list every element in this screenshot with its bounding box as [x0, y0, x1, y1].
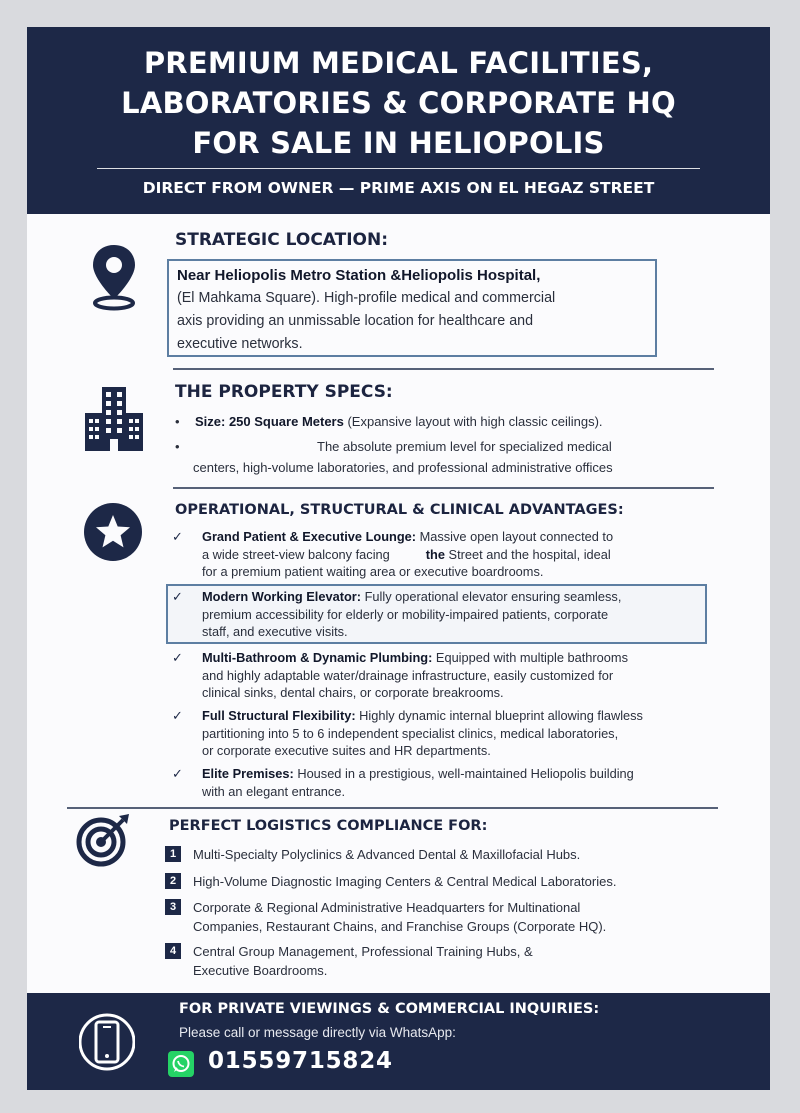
title-line-2: LABORATORIES & CORPORATE HQ	[121, 86, 676, 120]
number-badge: 2	[165, 873, 181, 889]
number-badge: 3	[165, 899, 181, 915]
title-line-1: PREMIUM MEDICAL FACILITIES,	[143, 46, 654, 80]
logistics-item-1: 1 Multi-Specialty Polyclinics & Advanced Dental & Maxillofacial Hubs.	[165, 845, 725, 865]
advantages-title: OPERATIONAL, STRUCTURAL & CLINICAL ADVANTAGES:	[175, 502, 624, 518]
specs-title: THE PROPERTY SPECS:	[175, 382, 393, 402]
check-icon: ✓	[172, 589, 183, 604]
check-icon: ✓	[172, 529, 183, 544]
location-highlight-box	[167, 259, 657, 357]
location-title: STRATEGIC LOCATION:	[175, 230, 389, 250]
flyer	[27, 27, 770, 1090]
specs-size-label: Size: 250 Square Meters	[195, 414, 344, 429]
location-highlight: Near Heliopolis Metro Station &Heliopolis Hospital,	[177, 267, 541, 284]
logistics-item-3: 3 Corporate & Regional Administrative Headquarters for Multinational Companies, Restaurant Chains, and Franchise Groups (Corporate HQ).	[165, 898, 725, 936]
page-subtitle: DIRECT FROM OWNER — PRIME AXIS ON EL HEGAZ STREET	[142, 179, 655, 197]
star-icon	[83, 502, 143, 562]
section-divider	[173, 487, 714, 489]
check-icon: ✓	[172, 650, 183, 665]
flyer-header	[27, 27, 770, 214]
title-line-3: FOR SALE IN HELIOPOLIS	[192, 126, 605, 160]
phone-icon	[79, 1007, 135, 1077]
phone-number[interactable]: 01559715824	[208, 1048, 393, 1074]
target-icon	[75, 812, 131, 868]
header-divider	[97, 168, 700, 169]
advantage-item-plumbing: ✓ Multi-Bathroom & Dynamic Plumbing: Equipped with multiple bathrooms and highly adaptable water/drainage infrastructure, easily customized for clinical sinks, dental chairs, or corporate breakrooms.	[172, 650, 628, 700]
location-line-3: axis providing an unmissable location for healthcare and	[177, 313, 534, 329]
logistics-item-2: 2 High-Volume Diagnostic Imaging Centers & Central Medical Laboratories.	[165, 872, 725, 892]
section-divider	[67, 807, 718, 809]
location-line-2: (El Mahkama Square). High-profile medical and commercial	[177, 290, 556, 306]
logistics-item-4: 4 Central Group Management, Professional Training Hubs, & Executive Boardrooms.	[165, 942, 725, 980]
contact-bar	[27, 993, 770, 1090]
location-line-4: executive networks.	[177, 336, 303, 352]
logistics-title: PERFECT LOGISTICS COMPLIANCE FOR:	[169, 818, 488, 834]
specs-level-item: •	[175, 439, 180, 454]
specs-size-detail: (Expansive layout with high classic ceilings).	[343, 414, 603, 429]
specs-level-line-1: The absolute premium level for specialized medical	[317, 439, 612, 454]
number-badge: 1	[165, 846, 181, 862]
check-icon: ✓	[172, 708, 183, 723]
whatsapp-icon[interactable]	[168, 1051, 194, 1077]
contact-title: FOR PRIVATE VIEWINGS & COMMERCIAL INQUIRIES:	[179, 1001, 600, 1017]
page-title	[27, 43, 770, 163]
advantage-item-premises: ✓ Elite Premises: Housed in a prestigious, well-maintained Heliopolis building with an elegant entrance.	[172, 766, 634, 799]
advantage-item-elevator: ✓ Modern Working Elevator: Fully operational elevator ensuring seamless, premium accessibility for elderly or mobility-impaired patients, corporate staff, and executive visits.	[172, 589, 622, 639]
contact-note: Please call or message directly via WhatsApp:	[179, 1025, 456, 1040]
check-icon: ✓	[172, 766, 183, 781]
specs-size-item: • Size: 250 Square Meters (Expansive layout with high classic ceilings).	[175, 414, 603, 429]
location-pin-icon	[89, 243, 139, 311]
advantage-item-lounge: ✓ Grand Patient & Executive Lounge: Massive open layout connected to a wide street-view balcony facing the Street and the hospital, ideal for a premium patient waiting area or executive boardrooms.	[172, 529, 614, 579]
section-divider	[173, 368, 714, 370]
building-icon	[83, 385, 145, 453]
advantage-item-flexibility: ✓ Full Structural Flexibility: Highly dynamic internal blueprint allowing flawless partitioning into 5 to 6 independent specialist clinics, medical laboratories, or corporate executive suites and HR departments.	[172, 708, 643, 758]
specs-level-line-2: centers, high-volume laboratories, and professional administrative offices	[193, 460, 613, 475]
number-badge: 4	[165, 943, 181, 959]
